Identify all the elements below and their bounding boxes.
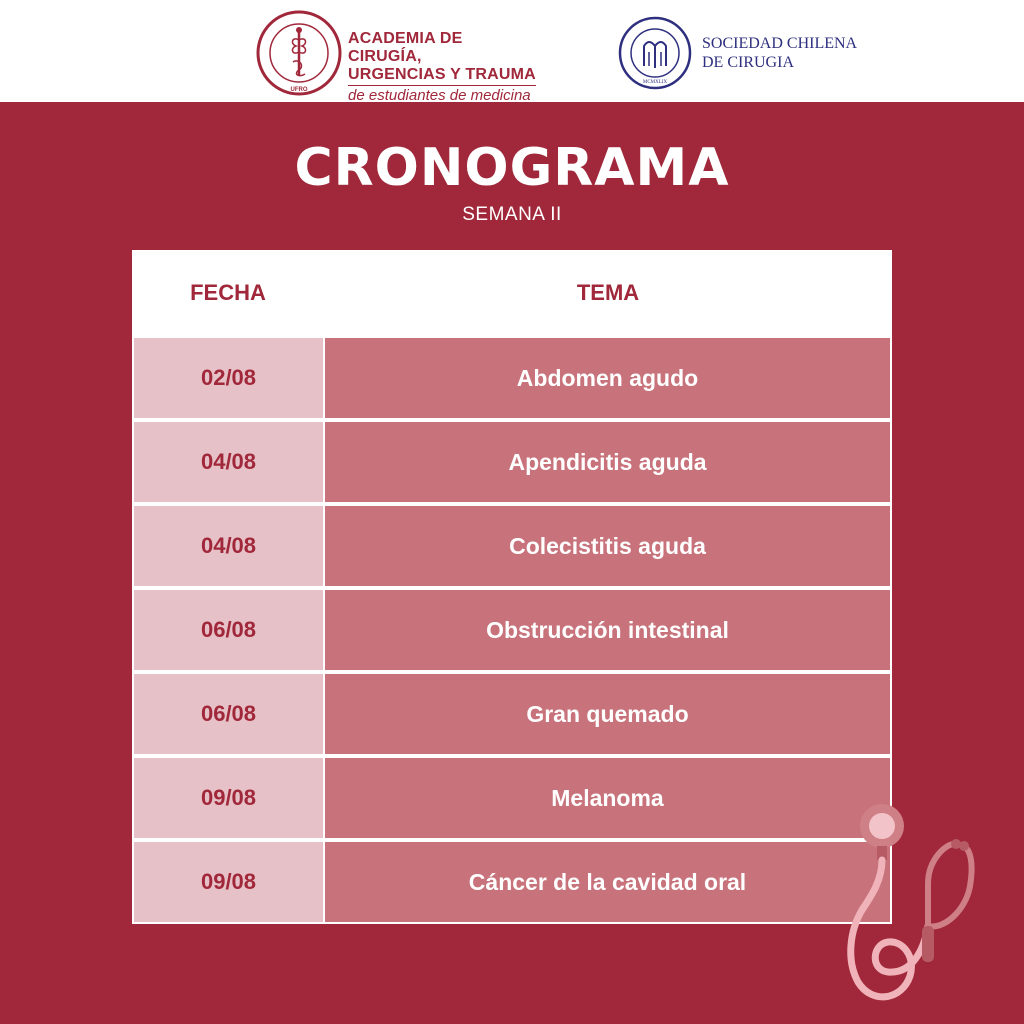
- row-date: 04/08: [134, 422, 323, 502]
- society-logo: [618, 16, 878, 90]
- society-seal-icon: [618, 16, 692, 90]
- row-date: 06/08: [134, 590, 323, 670]
- row-topic: Apendicitis aguda: [325, 422, 890, 502]
- row-topic: Obstrucción intestinal: [325, 590, 890, 670]
- society-name: [702, 34, 857, 72]
- row-topic: Cáncer de la cavidad oral: [325, 842, 890, 922]
- table-row: [132, 756, 892, 840]
- table-header: [132, 250, 892, 336]
- column-header-date: FECHA: [190, 280, 266, 305]
- academy-name-line2: URGENCIAS Y TRAUMA: [348, 66, 536, 83]
- table-row: [132, 672, 892, 756]
- row-date: 04/08: [134, 506, 323, 586]
- row-topic: Colecistitis aguda: [325, 506, 890, 586]
- table-row: [132, 840, 892, 924]
- table-row: [132, 336, 892, 420]
- academy-name-line1: ACADEMIA DE CIRUGÍA,: [348, 30, 463, 65]
- academy-name-line3: de estudiantes de medicina: [348, 85, 536, 105]
- society-seal-year: MCMXLIX: [642, 80, 668, 85]
- row-topic: Abdomen agudo: [325, 338, 890, 418]
- academy-seal-text: UFRO: [290, 87, 308, 93]
- row-date: 02/08: [134, 338, 323, 418]
- row-date: 09/08: [134, 842, 323, 922]
- page-title: CRONOGRAMA: [294, 138, 730, 198]
- table-row: [132, 588, 892, 672]
- row-date: 09/08: [134, 758, 323, 838]
- society-name-line1: SOCIEDAD CHILENA: [702, 35, 858, 52]
- row-topic: Melanoma: [325, 758, 890, 838]
- column-header-topic: TEMA: [576, 280, 640, 305]
- header-bar: [0, 0, 1024, 102]
- schedule-table: [132, 250, 892, 926]
- table-row: [132, 504, 892, 588]
- society-name-line2: DE CIRUGIA: [702, 54, 794, 71]
- academy-seal-icon: [256, 10, 342, 96]
- table-row: [132, 420, 892, 504]
- academy-logo: [256, 10, 536, 104]
- academy-name: [348, 30, 536, 105]
- row-topic: Gran quemado: [325, 674, 890, 754]
- stethoscope-icon: [832, 800, 992, 1024]
- page-subtitle: SEMANA II: [462, 204, 562, 225]
- row-date: 06/08: [134, 674, 323, 754]
